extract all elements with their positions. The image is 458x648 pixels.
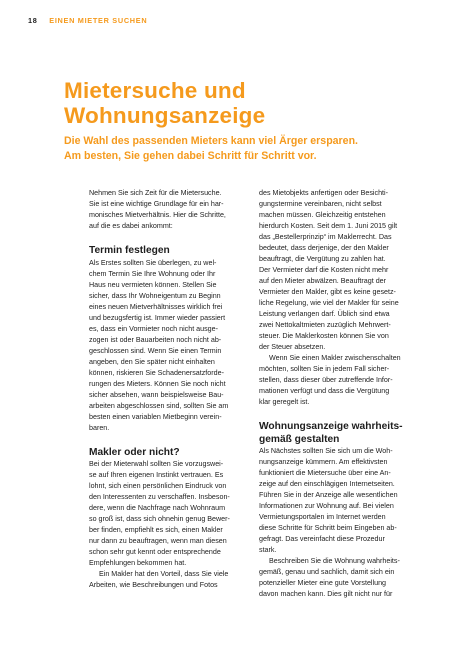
- text-line: ber finden, empfiehlt es sich, einen Makler: [89, 526, 223, 534]
- text-line: machen müssen. Gleichzeitig entstehen: [259, 211, 386, 219]
- termin-paragraph: [89, 258, 237, 434]
- text-line: gemäß, genau und sachlich, damit sich ein: [259, 568, 395, 576]
- text-line: nungsanzeige kümmern. Am effektivsten: [259, 458, 388, 466]
- text-line: chem Termin Sie Ihre Wohnung oder Ihr: [89, 269, 216, 278]
- text-line: arbeiten abgeschlossen sind, sollten Sie am: [89, 401, 229, 410]
- heading-anzeige: [259, 421, 411, 446]
- text-line: monisches Mietverhältnis. Hier die Schritte,: [89, 211, 226, 219]
- heading-makler: Makler oder nicht?: [89, 446, 180, 458]
- subtitle-line: Die Wahl des passenden Mieters kann viel Ärger ersparen.: [64, 135, 358, 147]
- text-line: Wenn Sie einen Makler zwischenschalten: [269, 354, 401, 362]
- text-line: Führen Sie in der Anzeige alle wesentlichen: [259, 491, 398, 499]
- text-line: gefragt. Das vereinfacht diese Prozedur: [259, 535, 385, 543]
- text-line: lohnt, sich einen persönlichen Eindruck von: [89, 482, 227, 490]
- text-line: Ein Makler hat den Vorteil, dass Sie viele: [99, 570, 229, 578]
- text-line: sicher absehen, wann beispielsweise Bau-: [89, 390, 224, 399]
- text-line: zwei Nettokaltmieten zuzüglich Mehrwert-: [259, 321, 391, 329]
- text-line: schon sehr gut kennt oder entsprechende: [89, 548, 221, 556]
- text-line: Informationen zur Wohnung auf. Bei vielen: [259, 502, 394, 510]
- page-subtitle: [64, 134, 424, 163]
- text-line: besten einen variablen Mietbeginn verein-: [89, 412, 222, 421]
- text-line: es, dass ein Vormieter noch nicht ausge-: [89, 324, 218, 333]
- text-line: liche Regelung, wie viel der Makler für seine: [259, 299, 399, 307]
- section-label: EINEN MIETER SUCHEN: [49, 16, 148, 25]
- text-line: Sie ist eine wichtige Grundlage für ein har-: [89, 200, 224, 208]
- makler-paragraph: [89, 459, 237, 569]
- title-line: Mietersuche und: [64, 78, 246, 103]
- makler-paragraph-2: [89, 569, 237, 591]
- text-line: stellen, dass dieser über zutreffende Infor-: [259, 376, 393, 384]
- text-line: angeben, den Sie später nicht einhalten: [89, 357, 215, 366]
- text-line: das „Bestellerprinzip“ im Maklerrecht. Das: [259, 233, 392, 241]
- text-line: Arbeiten, wie Beschreibungen und Fotos: [89, 581, 218, 589]
- text-line: mationen verfügt und dass die Vergütung: [259, 387, 390, 395]
- text-line: können, riskieren Sie Schadenersatzforde-: [89, 368, 224, 377]
- text-line: davon machen kann. Dies gilt nicht nur für: [259, 590, 393, 598]
- text-line: auf den Mieter abwälzen. Beauftragt der: [259, 277, 387, 285]
- text-line: stark.: [259, 546, 277, 554]
- text-line: und bezugsfertig ist. Immer wieder passiert: [89, 313, 226, 322]
- text-line: Der Vermieter darf die Kosten nicht mehr: [259, 266, 389, 274]
- text-line: rungen des Mieters. Können Sie noch nicht: [89, 379, 226, 388]
- text-line: potenzieller Mieter eine gute Vorstellung: [259, 579, 387, 587]
- text-line: auf die es dabei ankommt:: [89, 222, 173, 230]
- heading-line: gemäß gestalten: [259, 433, 340, 445]
- text-line: Bei der Mieterwahl sollten Sie vorzugswei-: [89, 460, 224, 468]
- text-line: Als Erstes sollten Sie überlegen, zu wel-: [89, 258, 217, 267]
- text-line: Als Nächstes sollten Sie sich um die Woh-: [259, 447, 393, 455]
- text-line: der Steuer absetzen.: [259, 343, 326, 351]
- subtitle-line: Am besten, Sie gehen dabei Schritt für Schritt vor.: [64, 149, 317, 162]
- text-line: gungstermine vereinbaren, nicht selbst: [259, 200, 382, 208]
- text-line: nur dann zu beauftragen, wenn man diesen: [89, 537, 227, 545]
- text-line: so groß ist, dass sich ohnehin genug Bewer-: [89, 515, 230, 523]
- heading-termin: Termin festlegen: [89, 245, 170, 256]
- heading-line: Wohnungsanzeige wahrheits-: [259, 421, 403, 432]
- text-line: Nehmen Sie sich Zeit für die Mietersuche.: [89, 189, 222, 197]
- text-line: eines neuen Mietverhältnisses wirklich frei: [89, 302, 223, 311]
- title-line: Wohnungsanzeige: [64, 103, 266, 128]
- right-column: [259, 188, 411, 600]
- text-line: sicher, dass Ihr Wohneigentum zu Beginn: [89, 291, 221, 300]
- text-line: baren.: [89, 423, 110, 432]
- page-number: 18: [28, 16, 38, 25]
- page-title: [64, 78, 424, 128]
- text-line: diese Schritte für Schritt beim Eingeben ab-: [259, 524, 397, 532]
- text-line: zeige auf den einschlägigen Internetseiten.: [259, 480, 395, 488]
- text-line: Vermieter den Makler, gibt es keine gesetz-: [259, 288, 396, 296]
- intro-paragraph: [89, 188, 237, 232]
- text-line: Beschreiben Sie die Wohnung wahrheits-: [269, 557, 400, 565]
- text-line: hierdurch Kosten. Seit dem 1. Juni 2015 gilt: [259, 222, 398, 230]
- makler-cost-paragraph: [259, 188, 411, 353]
- text-line: des Mietobjekts anfertigen oder Besichti-: [259, 189, 388, 197]
- anzeige-paragraph-2: [259, 556, 411, 600]
- text-line: Vermietungsportalen im Internet werden: [259, 513, 386, 521]
- anzeige-paragraph: [259, 446, 411, 556]
- text-line: möchten, sollten Sie in jedem Fall sicher-: [259, 365, 390, 373]
- text-line: Haus neu vermieten können. Stellen Sie: [89, 280, 217, 289]
- running-header: [28, 13, 147, 29]
- text-line: klar geregelt ist.: [259, 398, 310, 406]
- text-line: dere, wenn die Nachfrage nach Wohnraum: [89, 504, 226, 512]
- text-line: funktioniert die Mietersuche über eine An-: [259, 469, 391, 477]
- text-line: den Interessenten zu verschaffen. Insbeson-: [89, 493, 230, 501]
- text-line: Leistung verlangen darf. Üblich sind etwa: [259, 310, 390, 318]
- text-line: zogen ist oder Bauarbeiten noch nicht ab-: [89, 335, 222, 344]
- text-line: steuer. Die Maklerkosten können Sie von: [259, 332, 389, 340]
- makler-advice-paragraph: [259, 353, 411, 408]
- left-column: [89, 188, 237, 591]
- text-line: se auf Ihren eigenen Instinkt vertrauen. Es: [89, 471, 224, 479]
- text-line: geschlossen sind. Wenn Sie einen Termin: [89, 346, 222, 355]
- text-line: beauftragt, die Vergütung zu zahlen hat.: [259, 255, 386, 263]
- text-line: bedeutet, dass derjenige, der den Makler: [259, 244, 389, 252]
- text-line: Empfehlungen bekommen hat.: [89, 559, 187, 567]
